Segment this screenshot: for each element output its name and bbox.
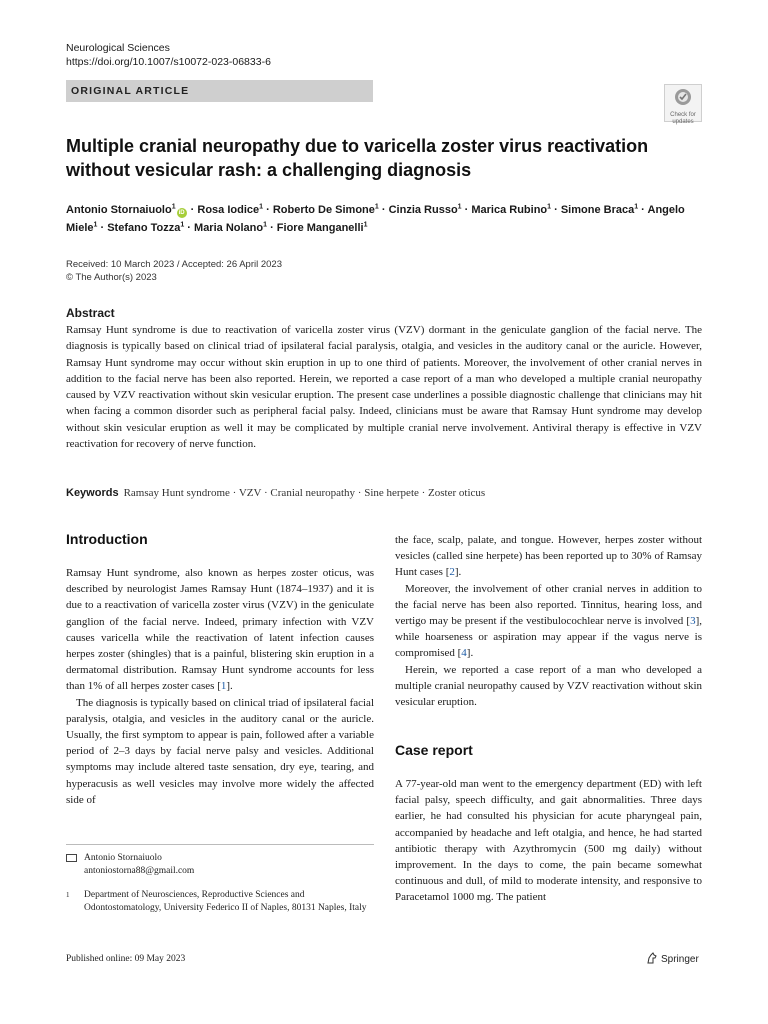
citation-link[interactable]: 2 bbox=[449, 566, 455, 579]
author-name[interactable]: Antonio Stornaiuolo bbox=[66, 204, 172, 216]
case-report-paragraph-1: A 77-year-old man went to the emergency department (ED) with left facial palsy, speech difficulty, and gait abnormalities. Three days earlier, he had consulted his physician for acute pharyngeal pain, accompanied by headache and left otalgia, and hence, he had started antibiotic therapy with Azythromycin (500 mg daily) without improvement. In the days to come, the pain became somewhat continuous and dull, of mild to moderate intensity, and responsive to Paracetamol 1000 mg. The patient bbox=[395, 778, 702, 904]
author-affiliation-mark: 1 bbox=[259, 203, 264, 211]
author-separator: · bbox=[638, 204, 648, 216]
author-affiliation-mark: 1 bbox=[180, 221, 185, 229]
author-name[interactable]: Angelo Miele bbox=[66, 204, 685, 234]
author-name[interactable]: Maria Nolano bbox=[194, 222, 264, 234]
orcid-icon[interactable]: iD bbox=[178, 210, 185, 216]
publisher-name: Springer bbox=[661, 954, 699, 965]
abstract-text: Ramsay Hunt syndrome is due to reactivation of varicella zoster virus (VZV) dormant in the geniculate ganglion of the facial nerve. The diagnosis is typically based on clinical triad of ipsilateral facial paralysis, otalgia, and vesicles in the auditory canal or the auricle. However, Ramsay Hunt syndrome may occur without skin eruption in up to one third of patients. Moreover, the involvement of other cranial nerves in addition to the facial nerve has been also reported. Herein, we reported a case report of a man who developed a multiple cranial neuropathy caused by VZV reactivation without skin vesicular eruption. The present case underlines a possible diagnostic challenge that clinicians may hit when facing a common disorder such as peripheral facial palsy. Indeed, clinicians must be aware that Ramsay Hunt syndrome may develop without skin vesicular eruption as well it may be complicated by multiple cranial nerve involvement. Antiviral therapy is effective in VZV reactivation for recovery of nerve function. bbox=[66, 324, 702, 451]
left-column bbox=[66, 565, 374, 808]
author-affiliation-mark: 1 bbox=[171, 203, 176, 211]
affiliation-text: Department of Neurosciences, Reproductive Sciences and Odontostomatology, University Federico II of Naples, 80131 Naples, Italy bbox=[84, 890, 367, 913]
citation-link[interactable]: 1 bbox=[220, 680, 227, 693]
author-name[interactable]: Fiore Manganelli bbox=[276, 222, 364, 234]
citation-link[interactable]: 4 bbox=[461, 647, 467, 660]
doi-link[interactable]: https://doi.org/10.1007/s10072-023-06833-6 bbox=[66, 56, 271, 68]
footnote bbox=[66, 852, 374, 915]
check-for-updates-badge[interactable] bbox=[664, 84, 702, 125]
author-affiliation-mark: 1 bbox=[547, 203, 552, 211]
correspondent-name: Antonio Stornaiuolo bbox=[84, 853, 162, 863]
author-separator: · bbox=[187, 204, 198, 216]
journal-header bbox=[66, 41, 271, 69]
author-separator: · bbox=[551, 204, 561, 216]
correspondence bbox=[66, 852, 374, 878]
journal-name: Neurological Sciences bbox=[66, 42, 170, 54]
springer-horse-icon bbox=[646, 952, 658, 964]
correspondent-email[interactable]: antoniostorna88@gmail.com bbox=[84, 866, 195, 876]
publisher-logo bbox=[646, 952, 699, 965]
keywords-text: Ramsay Hunt syndrome · VZV · Cranial neuropathy · Sine herpete · Zoster oticus bbox=[123, 487, 486, 499]
author-name[interactable]: Marica Rubino bbox=[471, 204, 548, 216]
affiliation bbox=[66, 889, 374, 915]
article-dates bbox=[66, 258, 282, 284]
intro-paragraph-1: Ramsay Hunt syndrome, also known as herpes zoster oticus, was described by neurologist James Ramsay Hunt (1874–1937) and it is due to a reactivation of varicella zoster virus (VZV) in the geniculate ganglion of the facial nerve. Indeed, primary infection with VZV causes varicella while the reactivation of latent infection causes herpes zoster (shingles) that is a painful, blistering skin eruption in a dermatomal distribution. Ramsay Hunt syndrome accounts for less than 1% of all herpes zoster cases [1]. bbox=[66, 567, 374, 693]
author-separator: · bbox=[97, 222, 108, 234]
intro-paragraph-3: the face, scalp, palate, and tongue. However, herpes zoster without vesicles (called sine herpete) has been reported up to 30% of Ramsay Hunt cases [2]. bbox=[395, 534, 702, 579]
author-separator: · bbox=[263, 204, 273, 216]
right-column bbox=[395, 532, 702, 710]
author-separator: · bbox=[378, 204, 389, 216]
author-affiliation-mark: 1 bbox=[263, 221, 268, 229]
author-affiliation-mark: 1 bbox=[363, 221, 368, 229]
intro-paragraph-5: Herein, we reported a case report of a man who developed a multiple cranial neuropathy caused by VZV reactivation without skin vesicular eruption. bbox=[395, 663, 702, 709]
article-type-banner: ORIGINAL ARTICLE bbox=[66, 80, 373, 102]
keywords-line bbox=[66, 486, 706, 500]
author-name[interactable]: Cinzia Russo bbox=[388, 204, 458, 216]
mail-icon bbox=[66, 854, 77, 862]
received-accepted: Received: 10 March 2023 / Accepted: 26 April 2023 bbox=[66, 259, 282, 270]
article-title: Multiple cranial neuropathy due to varicella zoster virus reactivation without vesicular rash: a challenging diagnosis bbox=[66, 136, 649, 180]
author-separator: · bbox=[184, 222, 195, 234]
citation-link[interactable]: 3 bbox=[690, 615, 696, 628]
author-affiliation-mark: 1 bbox=[457, 203, 462, 211]
intro-paragraph-2: The diagnosis is typically based on clinical triad of ipsilateral facial paralysis, otalgia, and vesicles in the auditory canal or the auricle. Usually, the first symptom to appear is pain, followed after a variable period of 2–3 days by facial nerve palsy and vesicles. Additional symptoms may include altered taste sensation, dry eye, tearing, and hyperacusis as well vesicles may involve more widely the affected side of bbox=[66, 696, 374, 806]
author-name[interactable]: Roberto De Simone bbox=[272, 204, 375, 216]
footnote-divider bbox=[66, 844, 374, 845]
author-list bbox=[66, 201, 706, 237]
check-updates-icon bbox=[674, 88, 692, 106]
author-name[interactable]: Rosa Iodice bbox=[197, 204, 260, 216]
check-updates-line2: updates bbox=[672, 119, 694, 125]
keywords-heading: Keywords bbox=[66, 487, 119, 499]
author-name[interactable]: Simone Braca bbox=[560, 204, 635, 216]
author-name[interactable]: Stefano Tozza bbox=[107, 222, 181, 234]
author-separator: · bbox=[461, 204, 472, 216]
author-affiliation-mark: 1 bbox=[93, 221, 98, 229]
abstract-heading: Abstract bbox=[66, 306, 115, 320]
author-separator: · bbox=[267, 222, 277, 234]
author-affiliation-mark: 1 bbox=[634, 203, 639, 211]
author-affiliation-mark: 1 bbox=[374, 203, 379, 211]
affiliation-mark: 1 bbox=[66, 891, 70, 899]
copyright: © The Author(s) 2023 bbox=[66, 272, 157, 283]
published-online: Published online: 09 May 2023 bbox=[66, 954, 186, 964]
check-updates-line1: Check for bbox=[670, 112, 696, 118]
introduction-heading: Introduction bbox=[66, 531, 148, 547]
case-report-heading: Case report bbox=[395, 742, 473, 758]
intro-paragraph-4: Moreover, the involvement of other cranial nerves in addition to the facial nerve has been also reported. Tinnitus, hearing loss, and vertigo may be present if the vestibulocochlear nerve is involved [3], while hoarseness or aspiration may appear if the vagus nerve is compromised [4]. bbox=[395, 582, 702, 660]
